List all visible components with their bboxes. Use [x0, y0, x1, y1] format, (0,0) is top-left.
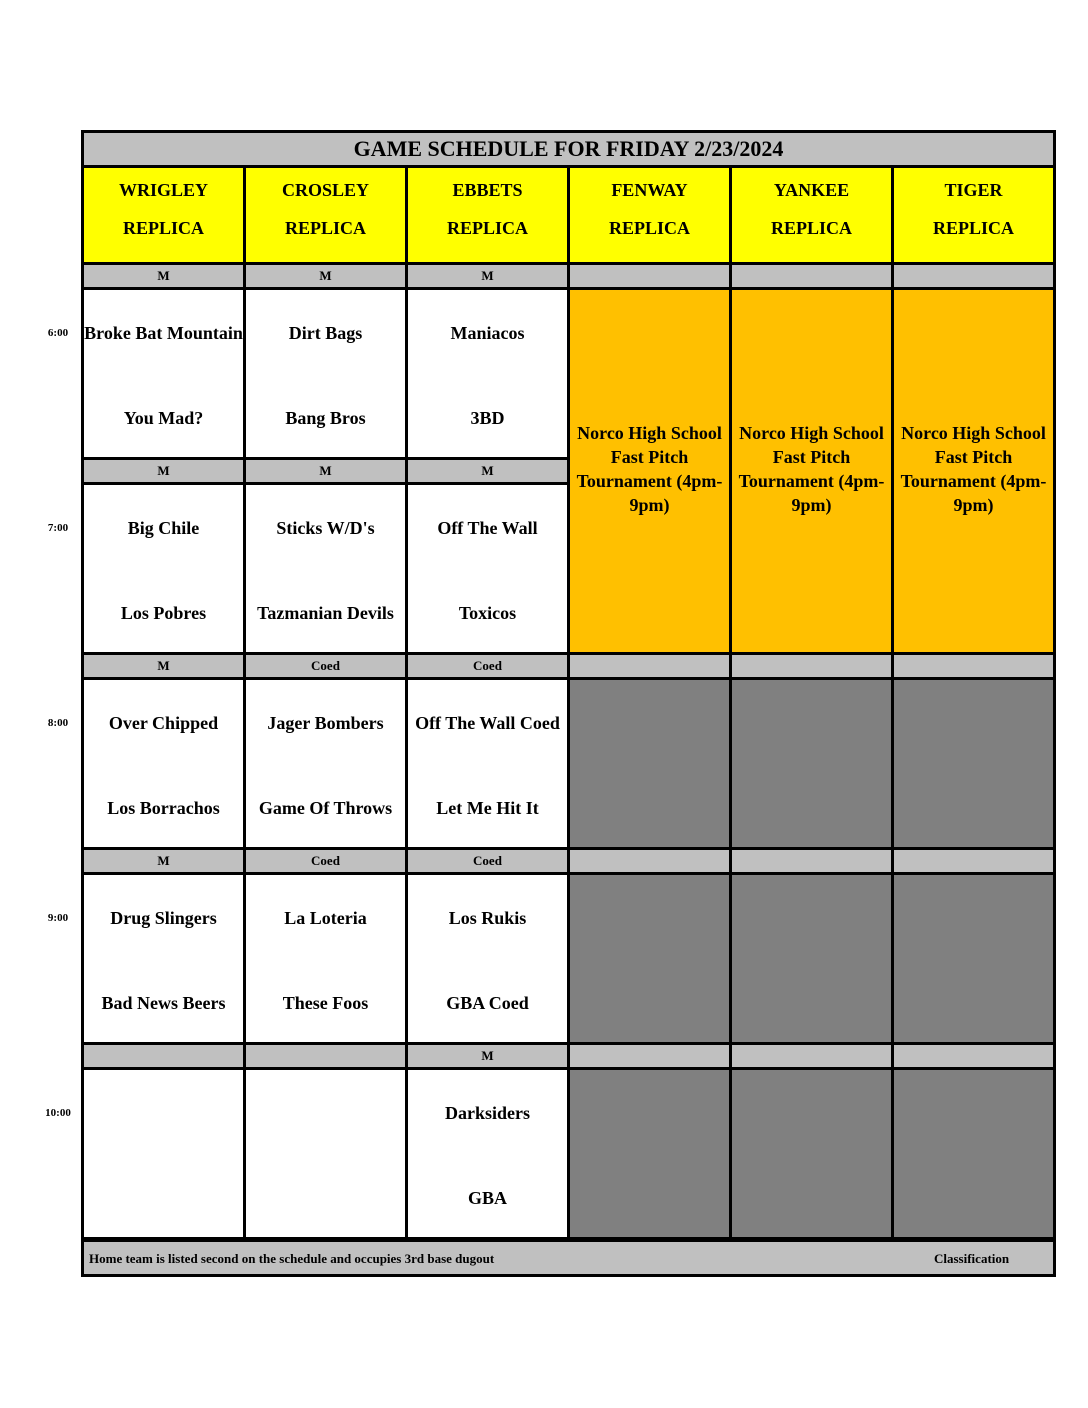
tournament-block: [570, 290, 729, 652]
field-subtitle: REPLICA: [608, 218, 690, 238]
unavailable-cell: [570, 1070, 729, 1237]
home-team: Tazmanian Devils: [257, 603, 394, 623]
game-cell[interactable]: [84, 485, 243, 652]
unavailable-cell: [732, 1070, 891, 1237]
field-name: EBBETS: [452, 180, 523, 200]
field-header-fenway: [570, 168, 729, 262]
field-name: YANKEE: [773, 180, 850, 200]
away-team: Maniacos: [450, 323, 525, 343]
away-team: Darksiders: [445, 1103, 530, 1123]
away-team: Jager Bombers: [267, 713, 384, 733]
game-cell[interactable]: [84, 1070, 243, 1237]
away-team: Over Chipped: [108, 713, 219, 733]
classification-cell: Coed: [246, 850, 405, 872]
classification-cell: [570, 265, 729, 287]
home-team: Los Borrachos: [107, 798, 220, 818]
home-team: You Mad?: [123, 408, 204, 428]
home-team: 3BD: [470, 408, 505, 428]
field-subtitle: REPLICA: [932, 218, 1014, 238]
away-team: Los Rukis: [448, 908, 527, 928]
unavailable-cell: [894, 875, 1053, 1042]
field-header-yankee: [732, 168, 891, 262]
unavailable-cell: [570, 875, 729, 1042]
field-subtitle: REPLICA: [446, 218, 528, 238]
away-team: Off The Wall Coed: [415, 713, 560, 733]
tournament-text: Norco High School Fast Pitch Tournament (4pm-9pm): [738, 423, 885, 515]
classification-cell: Coed: [408, 655, 567, 677]
home-team: GBA Coed: [446, 993, 529, 1013]
classification-cell: M: [408, 1045, 567, 1067]
field-subtitle: REPLICA: [770, 218, 852, 238]
home-team: Toxicos: [458, 603, 517, 623]
field-name: WRIGLEY: [118, 180, 208, 200]
classification-cell: [894, 850, 1053, 872]
home-team: Los Pobres: [120, 603, 207, 623]
classification-cell: [732, 265, 891, 287]
game-cell[interactable]: [408, 485, 567, 652]
time-label: 7:00: [47, 522, 69, 534]
away-team: Big Chile: [127, 518, 200, 538]
classification-cell: [894, 265, 1053, 287]
game-cell[interactable]: [408, 875, 567, 1042]
home-team: Let Me Hit It: [436, 798, 539, 818]
unavailable-cell: [894, 1070, 1053, 1237]
unavailable-cell: [732, 680, 891, 847]
schedule-table: [81, 130, 1056, 1277]
footer-row: [84, 1242, 1053, 1274]
tournament-block: [732, 290, 891, 652]
away-team: Drug Slingers: [110, 908, 217, 928]
field-subtitle: REPLICA: [122, 218, 204, 238]
game-cell[interactable]: [246, 290, 405, 457]
classification-cell: M: [408, 460, 567, 482]
tournament-text: Norco High School Fast Pitch Tournament (4pm-9pm): [576, 423, 723, 515]
classification-cell: [732, 1045, 891, 1067]
away-team: La Loteria: [284, 908, 367, 928]
classification-cell: M: [408, 265, 567, 287]
home-team: Bang Bros: [285, 408, 366, 428]
unavailable-cell: [894, 680, 1053, 847]
unavailable-cell: [732, 875, 891, 1042]
classification-cell: M: [84, 655, 243, 677]
game-cell[interactable]: [246, 680, 405, 847]
field-header-crosley: [246, 168, 405, 262]
home-team: Game Of Throws: [258, 798, 393, 818]
home-team: These Foos: [282, 993, 369, 1013]
classification-label: Classification: [934, 1251, 1010, 1266]
time-label: 8:00: [47, 717, 69, 729]
classification-cell: [894, 1045, 1053, 1067]
footer-note: Home team is listed second on the schedule and occupies 3rd base dugout: [89, 1251, 495, 1266]
game-cell[interactable]: [246, 1070, 405, 1237]
field-subtitle: REPLICA: [284, 218, 366, 238]
away-team: Dirt Bags: [288, 323, 363, 343]
home-team: GBA: [467, 1188, 507, 1208]
game-cell[interactable]: [84, 680, 243, 847]
classification-cell: Coed: [246, 655, 405, 677]
field-name: TIGER: [944, 180, 1003, 200]
classification-cell: [570, 655, 729, 677]
game-cell[interactable]: [408, 290, 567, 457]
classification-cell: [894, 655, 1053, 677]
classification-cell: [732, 655, 891, 677]
classification-cell: M: [246, 265, 405, 287]
classification-cell: M: [84, 460, 243, 482]
classification-cell: Coed: [408, 850, 567, 872]
away-team: Sticks W/D's: [276, 518, 375, 538]
tournament-block: [894, 290, 1053, 652]
game-cell[interactable]: [408, 680, 567, 847]
classification-cell: [570, 1045, 729, 1067]
field-header-tiger: [894, 168, 1053, 262]
classification-cell: M: [84, 850, 243, 872]
game-cell[interactable]: [84, 875, 243, 1042]
classification-cell: [246, 1045, 405, 1067]
game-cell[interactable]: [246, 875, 405, 1042]
classification-cell: [84, 1045, 243, 1067]
field-name: CROSLEY: [281, 180, 370, 200]
classification-cell: [570, 850, 729, 872]
tournament-text: Norco High School Fast Pitch Tournament (4pm-9pm): [900, 423, 1047, 515]
time-label: 6:00: [47, 327, 69, 339]
home-team: Bad News Beers: [101, 993, 226, 1013]
away-team: Broke Bat Mountain: [84, 323, 243, 343]
field-header-wrigley: [84, 168, 243, 262]
game-cell[interactable]: [246, 485, 405, 652]
classification-cell: M: [246, 460, 405, 482]
field-header-ebbets: [408, 168, 567, 262]
unavailable-cell: [570, 680, 729, 847]
game-cell[interactable]: [84, 290, 243, 457]
time-label: 10:00: [45, 1107, 71, 1119]
classification-cell: M: [84, 265, 243, 287]
field-name: FENWAY: [611, 180, 688, 200]
time-label: 9:00: [47, 912, 69, 924]
classification-cell: [732, 850, 891, 872]
game-cell[interactable]: [408, 1070, 567, 1237]
schedule-title: GAME SCHEDULE FOR FRIDAY 2/23/2024: [84, 133, 1053, 165]
away-team: Off The Wall: [437, 518, 538, 538]
